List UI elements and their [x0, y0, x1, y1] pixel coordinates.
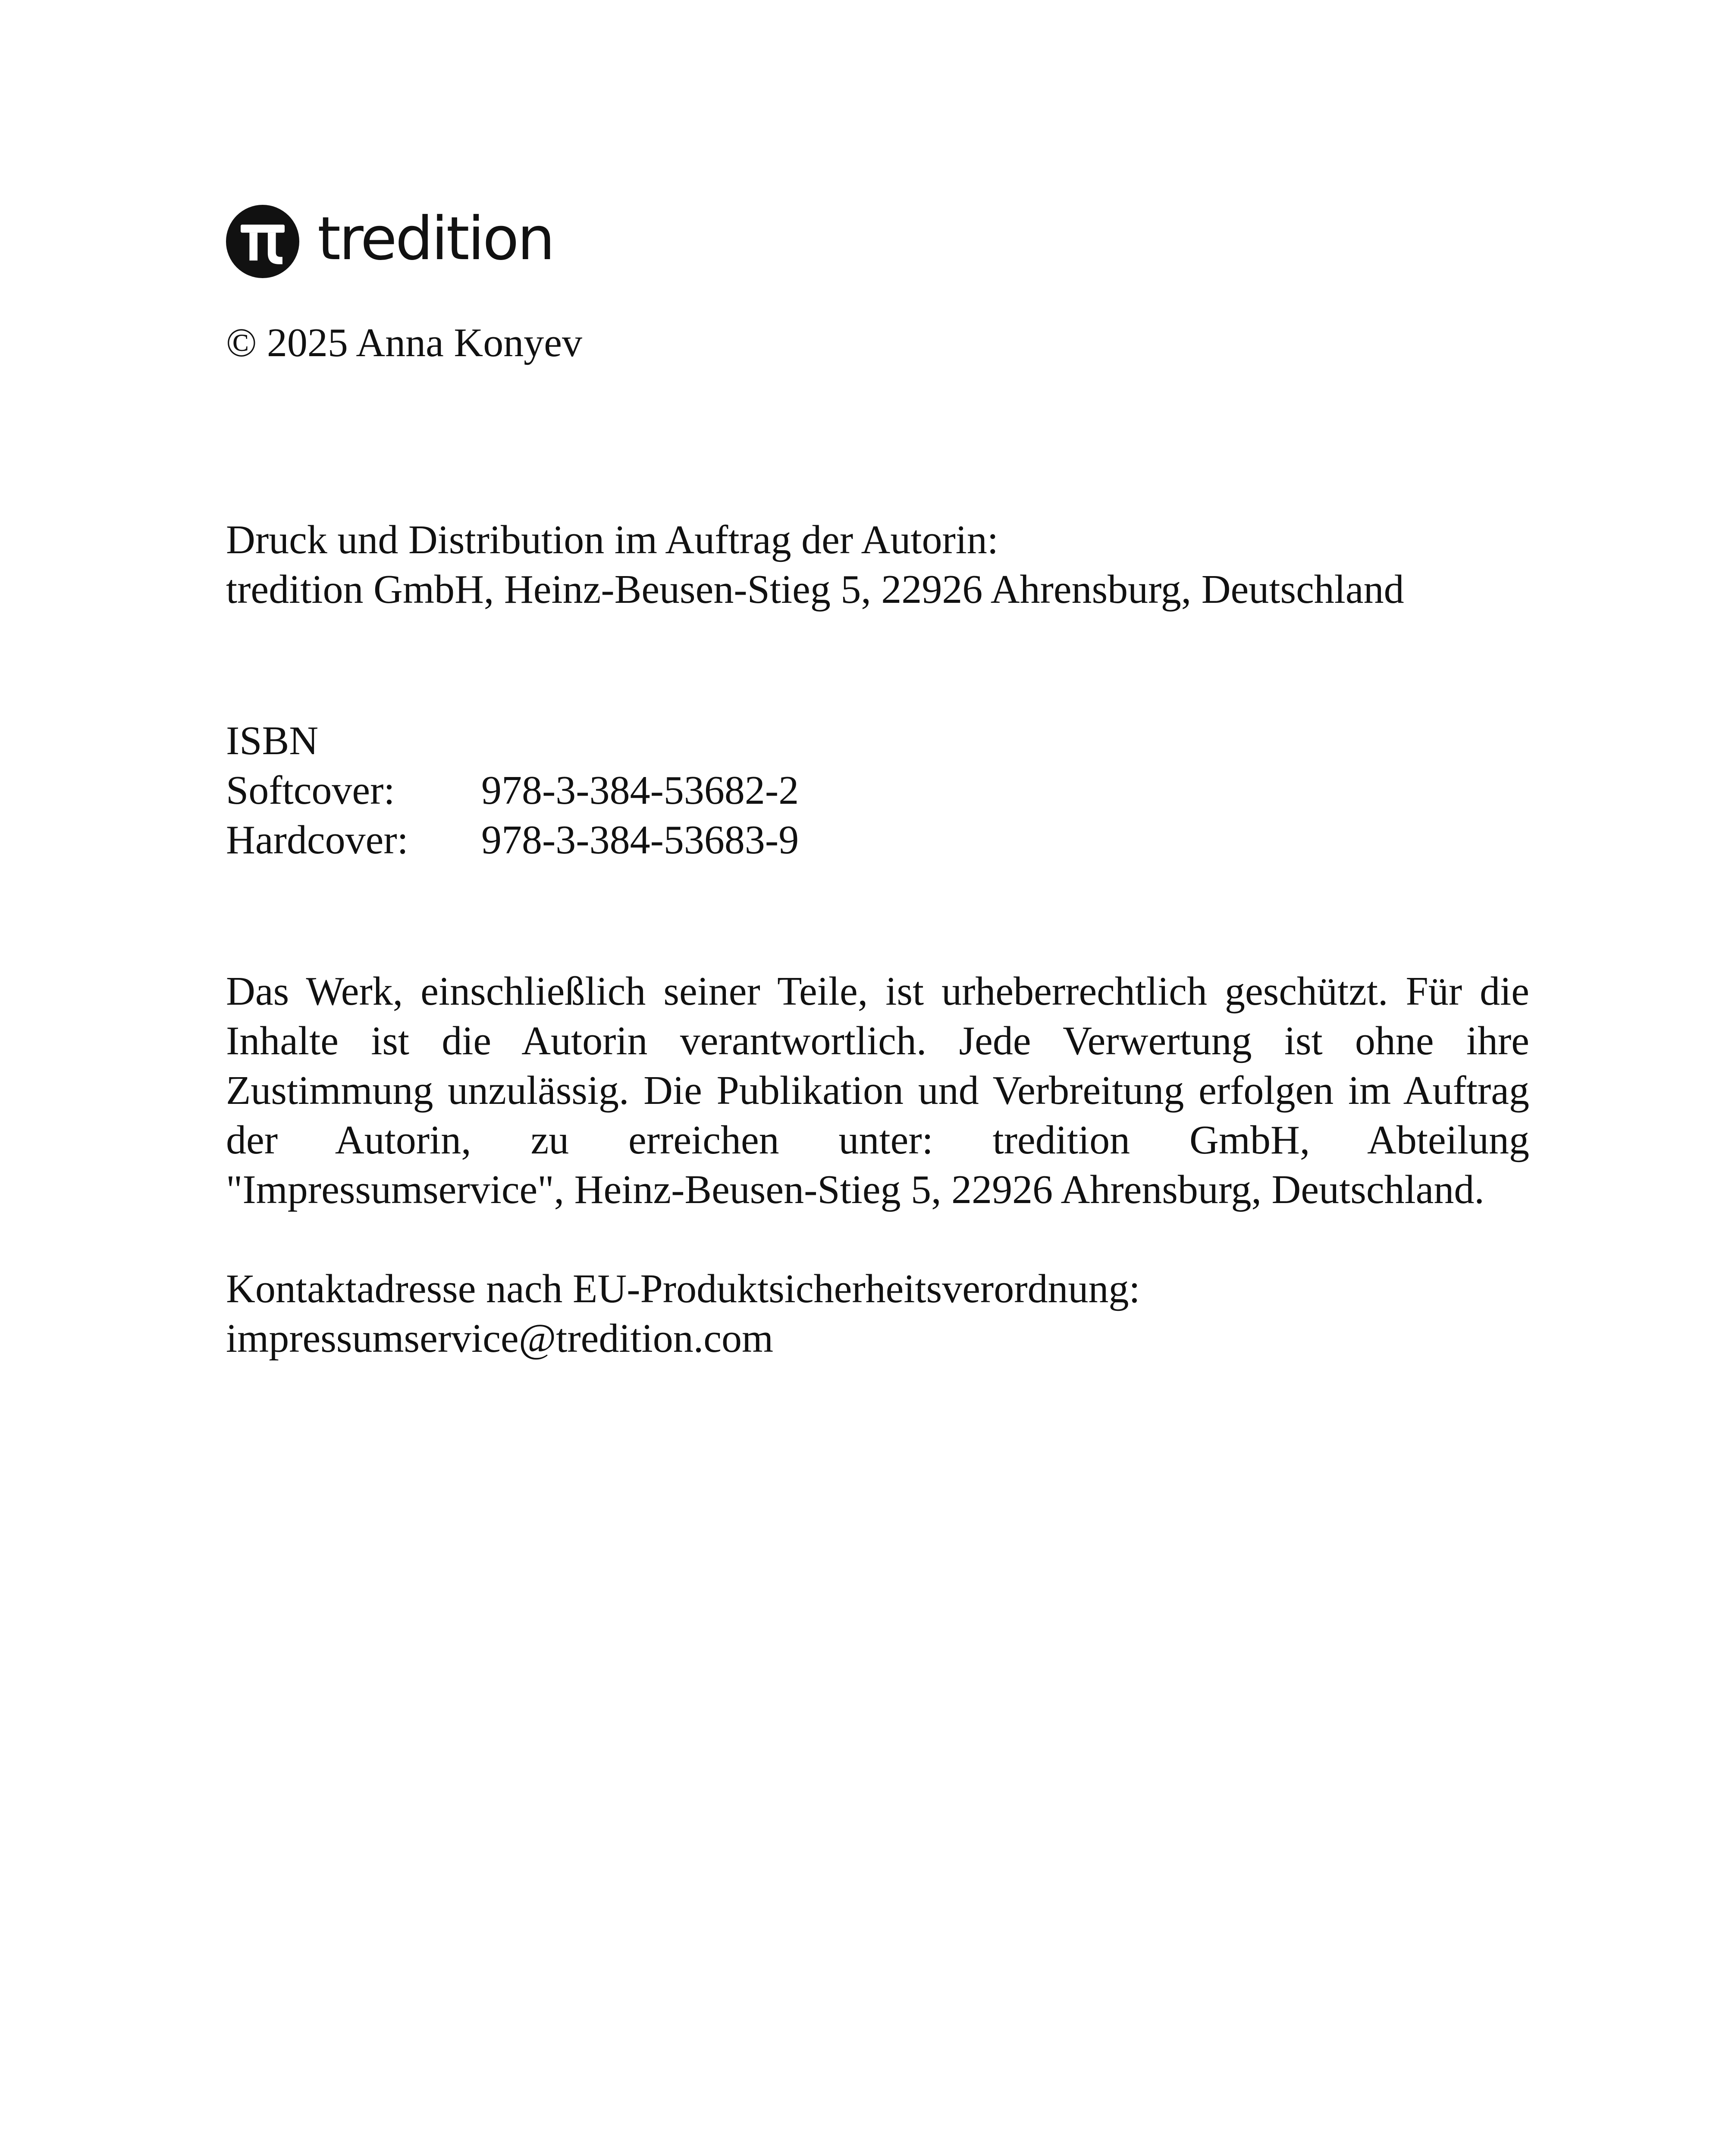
isbn-value: 978-3-384-53683-9: [481, 818, 799, 862]
contact-heading: Kontaktadresse nach EU-Produktsicherheitsverordnung:: [226, 1266, 1140, 1311]
print-distribution-block: [226, 515, 1529, 614]
tredition-logo-icon: [226, 205, 299, 278]
isbn-value: 978-3-384-53682-2: [481, 768, 799, 813]
isbn-row-softcover: [226, 766, 1529, 815]
imprint-content: [226, 203, 1529, 1363]
logo-wordmark: tredition: [317, 204, 553, 273]
publisher-address: tredition GmbH, Heinz-Beusen-Stieg 5, 22926 Ahrensburg, Deutschland: [226, 567, 1404, 612]
isbn-label: Hardcover:: [226, 818, 408, 862]
contact-block: [226, 1264, 1529, 1363]
isbn-heading: ISBN: [226, 718, 319, 763]
copyright-line: © 2025 Anna Konyev: [226, 320, 582, 365]
print-distribution-heading: Druck und Distribution im Auftrag der Autorin:: [226, 517, 999, 562]
publisher-logo: [226, 203, 1529, 280]
legal-notice-paragraph: Das Werk, einschließlich seiner Teile, ist urheberrechtlich geschützt. Für die Inhalte ist die Autorin verantwortlich. Jede Verwertung ist ohne ihre Zustimmung unzulässig. Die Publikation und Verbreitung erfolgen im Auftrag der Autorin, zu erreichen unter: tredition GmbH, Abteilung "Impressumservice", Heinz-Beusen-Stieg 5, 22926 Ahrensburg, Deutschland.: [226, 969, 1529, 1212]
isbn-block: [226, 716, 1529, 865]
isbn-row-hardcover: [226, 815, 1529, 865]
isbn-label: Softcover:: [226, 768, 395, 813]
contact-email: impressumservice@tredition.com: [226, 1316, 774, 1361]
